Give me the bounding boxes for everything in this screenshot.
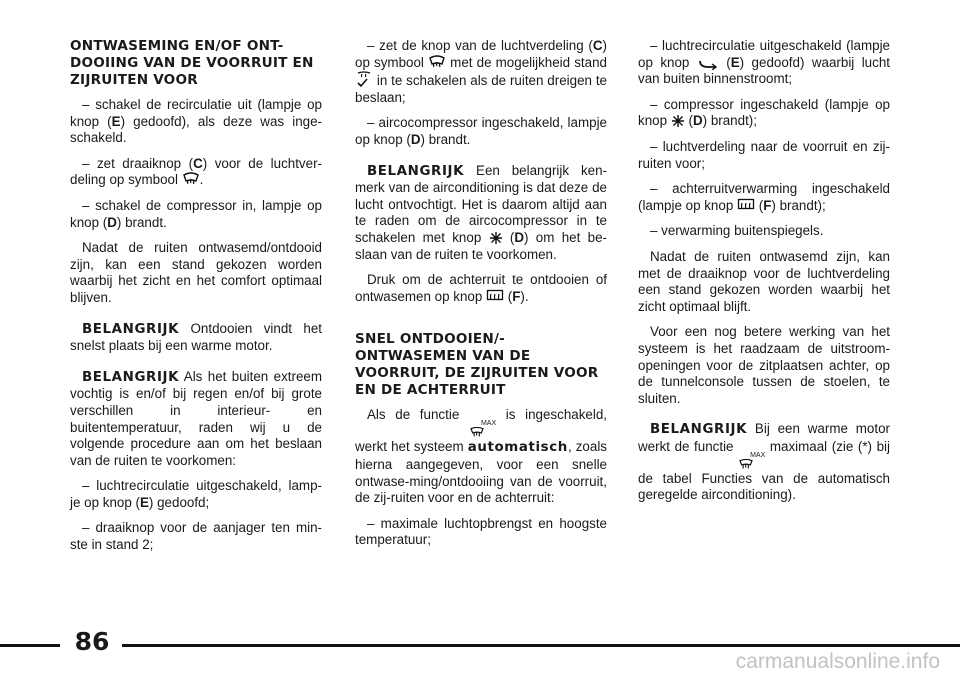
footer-rule-right [122, 644, 960, 647]
paragraph: – achterruitverwarming ingeschakeld (lampje op knop (F) brandt); [638, 181, 890, 213]
note-paragraph: BELANGRIJK Als het buiten extreem vochtig is en/of bij regen en/of bij grote verschillen in interieur- en buitentemperatuur, raden wij u de volgende procedure aan om het beslaan van de ruiten te voorkomen: [70, 368, 323, 468]
paragraph: Druk om de achterruit te ontdooien of ontwasemen op knop (F). [355, 272, 607, 304]
max-defrost-icon: MAX [469, 420, 496, 439]
max-defrost-icon: MAX [738, 452, 765, 471]
paragraph: – schakel de recirculatie uit (lampje op knop (E) gedoofd), als deze was inge-schakeld. [70, 97, 323, 146]
paragraph: – zet de knop van de luchtverdeling (C) op symbool met de mogelijkheid stand in te schakelen als de ruiten dreigen te beslaan; [355, 38, 607, 105]
paragraph: – draaiknop voor de aanjager ten min-ste in stand 2; [70, 520, 322, 553]
snowflake-icon [671, 114, 685, 128]
paragraph: – schakel de compressor in, lampje op knop (D) brandt. [70, 197, 322, 230]
snowflake-icon [489, 231, 503, 245]
paragraph: Voor een nog betere werking van het systeem is het raadzaam de uitstroom-openingen voor de zitplaatsen achter, op de tunnelconsole tussen de stoelen, te sluiten. [638, 324, 890, 406]
rear-window-heater-icon [737, 198, 755, 213]
section-heading-defogging: ONTWASEMING EN/OF ONT-DOOIING VAN DE VOORRUIT EN ZIJRUITEN VOOR [70, 38, 314, 88]
paragraph: Nadat de ruiten ontwasemd/ontdooid zijn, kan een stand gekozen worden waarbij het zicht en het comfort optimaal blijven. [70, 240, 322, 305]
note-paragraph: BELANGRIJK Bij een warme motor werkt de functie MAX maximaal (zie (*) bij de tabel Functies van de automatisch geregelde airconditioning). [638, 421, 890, 503]
paragraph: – aircocompressor ingeschakeld, lampje op knop (D) brandt. [355, 115, 607, 147]
paragraph: – luchtverdeling naar de voorruit en zij-ruiten voor; [638, 138, 890, 171]
paragraph: – zet draaiknop (C) voor de luchtver-deling op symbool . [70, 155, 322, 188]
paragraph: – luchtrecirculatie uitgeschakeld, lamp-je op knop (E) gedoofd; [70, 478, 322, 510]
note-paragraph: BELANGRIJK Ontdooien vindt het snelst plaats bij een warme motor. [70, 320, 322, 354]
paragraph: – compressor ingeschakeld (lampje op knop (D) brandt); [638, 96, 890, 129]
footer-rule-left [0, 644, 60, 647]
paragraph: – maximale luchtopbrengst en hoogste temperatuur; [355, 515, 607, 548]
note-paragraph: BELANGRIJK Een belangrijk ken-merk van de airconditioning is dat deze de lucht ontvochtigt. Het is daarom altijd aan te raden om de aircocompressor in te schakelen met knop (D) om het be-slaan van de ruiten te voorkomen. [355, 162, 607, 262]
page-number: 86 [74, 627, 110, 656]
column-3 [638, 38, 890, 513]
paragraph: – verwarming buitenspiegels. [650, 223, 824, 239]
column-2 [355, 38, 607, 558]
column-1 [70, 38, 322, 563]
paragraph: Nadat de ruiten ontwasemd zijn, kan met de draaiknop voor de luchtverdeling een stand gekozen worden waarbij het zicht optimaal blijft. [638, 248, 890, 314]
windscreen-demist-icon [182, 172, 200, 187]
paragraph: – luchtrecirculatie uitgeschakeld (lampje op knop (E) gedoofd) waarbij lucht van buiten binnenstroomt; [638, 38, 890, 87]
rear-window-heater-icon [486, 289, 504, 304]
recirculation-icon [697, 58, 719, 70]
watermark: carmanualsonline.info [735, 650, 940, 673]
windscreen-and-feet-icon [355, 71, 373, 88]
paragraph: Als de functie MAX is ingeschakeld, werkt het systeem automatisch, zoals hierna aangegeven, voor een snelle ontwase-ming/ontdooiing van de voorruit, de zij-ruiten voor en de achterruit: [355, 407, 608, 506]
section-heading-quick-defrost: SNEL ONTDOOIEN/-ONTWASEMEN VAN DE VOORRUIT, DE ZIJRUITEN VOOR EN DE ACHTERRUIT [355, 331, 599, 399]
windscreen-demist-icon [428, 55, 446, 70]
